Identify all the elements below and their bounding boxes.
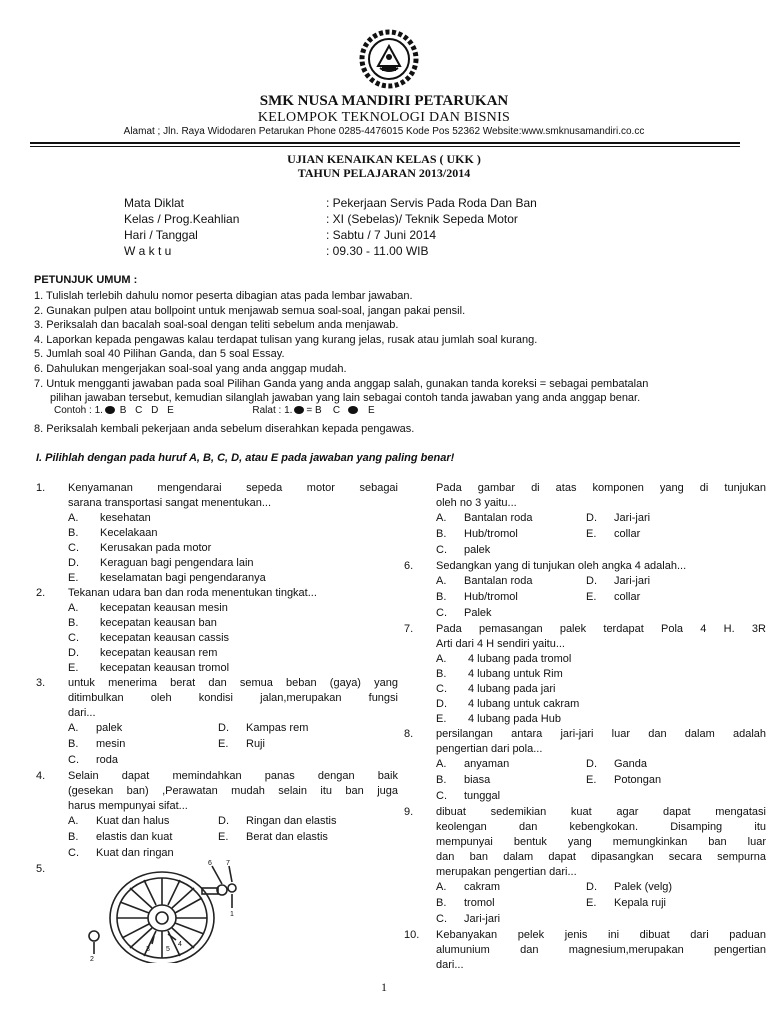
answer-option[interactable] (68, 616, 217, 631)
option-text: 4 lubang untuk cakram (468, 698, 580, 710)
option-text: Jari-jari (464, 913, 501, 925)
figure-label: 7 (226, 860, 230, 867)
question-number: 3. (36, 677, 46, 689)
example-label: Contoh : 1. (54, 405, 103, 416)
option-letter: B. (436, 528, 447, 540)
option-text: Kerusakan pada motor (100, 542, 212, 554)
option-text: tromol (464, 897, 495, 909)
option-letter: A. (68, 602, 79, 614)
option-letter: A. (68, 722, 79, 734)
answer-option[interactable] (68, 721, 122, 736)
option-text: 4 lubang untuk Rim (468, 668, 563, 680)
option-text: Kepala ruji (614, 897, 666, 909)
option-text: collar (614, 528, 641, 540)
question-text: ditimbulkan oleh kondisi jalan,merupakan fungsi (68, 692, 398, 704)
correction-option: C (332, 405, 341, 416)
answer-option[interactable] (218, 721, 308, 736)
option-letter: C. (68, 754, 79, 766)
option-letter: C. (68, 847, 79, 859)
answer-option[interactable] (68, 571, 266, 586)
instruction-item: 3. Periksalah dan bacalah soal-soal dengan teliti sebelum anda menjawab. (34, 319, 399, 332)
group-name: KELOMPOK TEKNOLOGI DAN BISNIS (257, 110, 511, 125)
option-letter: B. (436, 774, 447, 786)
instructions-title: PETUNJUK UMUM : (34, 274, 138, 286)
answer-option[interactable] (586, 511, 650, 526)
question-number: 5. (36, 863, 46, 875)
answer-option[interactable] (68, 526, 158, 541)
question-text: persilangan antara jari-jari luar dan dalam adalah (436, 728, 766, 740)
option-text: 4 lubang pada Hub (468, 713, 561, 725)
answer-option[interactable] (218, 814, 337, 829)
option-text: Kampas rem (246, 722, 309, 734)
figure-label: 3 (146, 946, 150, 953)
question-text: Arti dari 4 H sendiri yaitu... (436, 638, 565, 650)
option-text: palek (464, 544, 491, 556)
answer-option[interactable] (436, 912, 500, 927)
option-text: Potongan (614, 774, 662, 786)
school-name: SMK NUSA MANDIRI PETARUKAN (259, 93, 509, 109)
school-address: Alamat ; Jln. Raya Widodaren Petarukan Phone 0285-4476015 Kode Pos 52362 Website:www.smknusamandiri.co.cc (123, 126, 645, 137)
info-label: W a k t u (124, 244, 172, 258)
option-text: Kuat dan halus (96, 815, 170, 827)
exam-title-block (0, 152, 768, 180)
option-text: Palek (464, 607, 492, 619)
strike-mark-icon: = (306, 405, 313, 416)
option-letter: A. (436, 881, 447, 893)
option-letter: B. (68, 617, 79, 629)
question-text: Pada gambar di atas komponen yang di tunjukan (436, 482, 766, 494)
option-letter: C. (436, 607, 447, 619)
option-letter: C. (68, 632, 79, 644)
info-row (124, 196, 624, 212)
option-text: 4 lubang pada tromol (468, 653, 572, 665)
question-text: harus mempunyai sifat... (68, 800, 188, 812)
question-text: keolengan dan kebengkokan. Disamping itu (436, 821, 766, 833)
option-text: biasa (464, 774, 491, 786)
option-letter: A. (68, 815, 79, 827)
option-letter: E. (218, 831, 229, 843)
option-letter: E. (68, 572, 79, 584)
answer-option[interactable] (436, 773, 490, 788)
answer-option[interactable] (436, 757, 509, 772)
option-text: Ruji (246, 738, 265, 750)
option-letter: C. (436, 790, 447, 802)
question-text: dan ban dalam dapat dipasangkan secara sempurna (436, 851, 766, 863)
answer-option[interactable] (68, 601, 228, 616)
question-text: dari... (68, 707, 96, 719)
answer-option[interactable] (436, 527, 518, 542)
answer-option[interactable] (436, 667, 563, 682)
instruction-item: pilihan jawaban tersebut, kemudian silanglah jawaban yang lain sebagai contoh tanda jawaban yang anda anggap benar. (50, 392, 641, 405)
option-letter: E. (586, 528, 597, 540)
answer-example (54, 405, 375, 416)
answer-option[interactable] (586, 896, 666, 911)
option-letter: D. (218, 722, 229, 734)
answer-option[interactable] (436, 697, 579, 712)
question-text: Kebanyakan pelek jenis ini dibuat dari paduan (436, 929, 766, 941)
info-value: : Pekerjaan Servis Pada Roda Dan Ban (326, 196, 537, 210)
exam-year: TAHUN PELAJARAN 2013/2014 (297, 166, 471, 180)
option-letter: D. (586, 575, 597, 587)
right-question-column (404, 481, 766, 971)
info-label: Mata Diklat (124, 196, 185, 210)
option-text: kecepatan keausan ban (100, 617, 217, 629)
option-letter: A. (68, 512, 79, 524)
question-text: (gesekan ban) ,Perawatan mudah selain itu ban juga (68, 785, 398, 797)
option-text: Jari-jari (614, 575, 651, 587)
school-emblem-icon (358, 28, 420, 90)
option-text: Jari-jari (614, 512, 651, 524)
instruction-item: 6. Dahulukan mengerjakan soal-soal yang anda anggap mudah. (34, 362, 347, 375)
option-letter: B. (68, 527, 79, 539)
answer-option[interactable] (68, 631, 229, 646)
option-text: Kuat dan ringan (96, 847, 174, 859)
answer-option[interactable] (436, 682, 555, 697)
filled-answer-icon (348, 406, 358, 414)
option-text: kesehatan (100, 512, 151, 524)
option-text: Ganda (614, 758, 648, 770)
answer-option[interactable] (68, 646, 217, 661)
figure-label: 4 (178, 941, 182, 948)
figure-label: 2 (90, 956, 94, 963)
answer-option[interactable] (68, 556, 254, 571)
option-letter: D. (586, 758, 597, 770)
option-letter: A. (436, 758, 447, 770)
correction-label: Ralat : 1. (252, 405, 293, 416)
question-text: Sedangkan yang di tunjukan oleh angka 4 adalah... (436, 560, 687, 572)
option-letter: D. (218, 815, 229, 827)
answer-option[interactable] (586, 757, 647, 772)
page-number: 1 (381, 980, 387, 994)
question-text: sarana transportasi sangat menentukan... (68, 497, 272, 509)
answer-option[interactable] (68, 661, 229, 676)
instruction-item: 1. Tulislah terlebih dahulu nomor peserta dibagian atas pada lembar jawaban. (34, 290, 413, 302)
correction-option: E (367, 405, 375, 416)
question-text: dari... (436, 959, 464, 971)
option-text: palek (96, 722, 123, 734)
option-letter: A. (436, 653, 447, 665)
option-text: Bantalan roda (464, 575, 533, 587)
answer-option[interactable] (586, 527, 640, 542)
info-row (124, 212, 624, 228)
question-text: Pada pemasangan palek terdapat Pola 4 H. 3R (436, 623, 766, 635)
option-letter: B. (68, 831, 79, 843)
question-text: alumunium dan magnesium,merupakan pengertian (436, 944, 766, 956)
question-text: Tekanan udara ban dan roda menentukan tingkat... (68, 587, 317, 599)
option-text: keselamatan bagi pengendaranya (100, 572, 266, 584)
option-letter: D. (586, 881, 597, 893)
answer-option[interactable] (436, 574, 533, 589)
info-row (124, 228, 624, 244)
question-number: 8. (404, 728, 414, 740)
answer-option[interactable] (436, 880, 500, 895)
answer-option[interactable] (436, 712, 561, 727)
answer-option[interactable] (68, 814, 169, 829)
option-text: elastis dan kuat (96, 831, 173, 843)
option-text: Keraguan bagi pengendara lain (100, 557, 254, 569)
option-letter: B. (436, 668, 447, 680)
option-letter: E. (436, 713, 447, 725)
question-number: 6. (404, 560, 414, 572)
option-letter: D. (68, 557, 79, 569)
question-text: merupakan pengertian dari... (436, 866, 577, 878)
section-instruction: I. Pilihlah dengan pada huruf A, B, C, D, atau E pada jawaban yang paling benar! (36, 452, 455, 464)
answer-option[interactable] (218, 737, 265, 752)
option-text: Kecelakaan (100, 527, 158, 539)
option-text: Ringan dan elastis (246, 815, 337, 827)
option-text: 4 lubang pada jari (468, 683, 556, 695)
option-letter: C. (436, 913, 447, 925)
instructions-list (34, 289, 754, 406)
answer-option[interactable] (436, 511, 533, 526)
answer-option[interactable] (436, 590, 518, 605)
instruction-item: 7. Untuk mengganti jawaban pada soal Pilihan Ganda yang anda anggap salah, gunakan tanda koreksi = sebagai pembatalan (34, 377, 649, 390)
option-text: Bantalan roda (464, 512, 533, 524)
answer-option[interactable] (436, 543, 490, 558)
answer-option[interactable] (68, 737, 125, 752)
option-text: kecepatan keausan cassis (100, 632, 230, 644)
question-text: mempunyai bentuk yang memungkinkan ban luar (436, 836, 766, 848)
filled-answer-icon (105, 406, 115, 414)
figure-label: 5 (166, 946, 170, 953)
option-letter: E. (68, 662, 79, 674)
option-text: Hub/tromol (464, 528, 518, 540)
answer-option[interactable] (586, 574, 650, 589)
answer-option[interactable] (68, 511, 151, 526)
info-value: : XI (Sebelas)/ Teknik Sepeda Motor (326, 212, 518, 226)
option-letter: D. (586, 512, 597, 524)
answer-option[interactable] (68, 830, 172, 845)
option-text: mesin (96, 738, 126, 750)
question-number: 4. (36, 770, 46, 782)
option-letter: E. (586, 774, 597, 786)
info-label: Hari / Tanggal (124, 228, 198, 242)
option-letter: B. (436, 897, 447, 909)
info-label: Kelas / Prog.Keahlian (124, 212, 240, 226)
question-text: dibuat sedemikian kuat agar dapat mengatasi (436, 806, 766, 818)
question-text: oleh no 3 yaitu... (436, 497, 517, 509)
header-divider-thin (30, 146, 740, 147)
answer-option[interactable] (68, 541, 211, 556)
option-text: anyaman (464, 758, 510, 770)
question-number: 10. (404, 929, 420, 941)
question-text: Selain dapat memindahkan panas dengan baik (68, 770, 398, 782)
option-letter: B. (68, 738, 79, 750)
instruction-item: 4. Laporkan kepada pengawas kalau terdapat tulisan yang kurang jelas, rusak atau jumlah soal kurang. (34, 333, 538, 346)
answer-option[interactable] (436, 789, 500, 804)
option-letter: E. (218, 738, 229, 750)
option-text: Palek (velg) (614, 881, 673, 893)
answer-option[interactable] (436, 606, 492, 621)
option-text: kecepatan keausan tromol (100, 662, 230, 674)
question-number: 7. (404, 623, 414, 635)
question-number: 1. (36, 482, 46, 494)
option-letter: E. (586, 591, 597, 603)
instruction-item: 2. Gunakan pulpen atau bollpoint untuk menjawab semua soal-soal, jangan pakai pensil. (34, 304, 466, 317)
exam-title: UJIAN KENAIKAN KELAS ( UKK ) (287, 152, 481, 166)
info-value: : Sabtu / 7 Juni 2014 (326, 228, 437, 242)
wheel-diagram (84, 858, 264, 963)
option-text: kecepatan keausan mesin (100, 602, 228, 614)
example-options: B C D E (119, 405, 177, 416)
option-text: Hub/tromol (464, 591, 518, 603)
info-value: : 09.30 - 11.00 WIB (326, 244, 429, 258)
figure-label: 1 (230, 911, 234, 918)
answer-option[interactable] (586, 773, 661, 788)
option-letter: D. (68, 647, 79, 659)
answer-option[interactable] (218, 830, 328, 845)
info-row (124, 244, 624, 260)
answer-option[interactable] (436, 652, 571, 667)
answer-option[interactable] (436, 896, 495, 911)
question-text: untuk menerima berat dan semua beban (gaya) yang (68, 677, 398, 689)
option-text: cakram (464, 881, 501, 893)
option-letter: A. (436, 512, 447, 524)
question-number: 9. (404, 806, 414, 818)
option-letter: C. (436, 544, 447, 556)
filled-answer-icon (294, 406, 304, 414)
option-letter: E. (586, 897, 597, 909)
option-text: tunggal (464, 790, 501, 802)
option-letter: D. (436, 698, 447, 710)
question-number: 2. (36, 587, 46, 599)
header-divider (30, 142, 740, 144)
option-text: Berat dan elastis (246, 831, 328, 843)
option-letter: C. (68, 542, 79, 554)
instruction-item: 8. Periksalah kembali pekerjaan anda sebelum diserahkan kepada pengawas. (34, 423, 415, 435)
option-text: collar (614, 591, 641, 603)
answer-option[interactable] (68, 753, 118, 768)
option-letter: C. (436, 683, 447, 695)
option-text: kecepatan keausan rem (100, 647, 218, 659)
instruction-item: 5. Jumlah soal 40 Pilihan Ganda, dan 5 soal Essay. (34, 348, 285, 361)
figure-label: 6 (208, 860, 212, 867)
question-text: pengertian dari pola... (436, 743, 543, 755)
answer-option[interactable] (586, 590, 640, 605)
option-letter: A. (436, 575, 447, 587)
answer-option[interactable] (586, 880, 672, 895)
option-letter: B. (436, 591, 447, 603)
question-text: Kenyamanan mengendarai sepeda motor sebagai (68, 482, 398, 494)
correction-option: B (315, 405, 322, 416)
option-text: roda (96, 754, 119, 766)
